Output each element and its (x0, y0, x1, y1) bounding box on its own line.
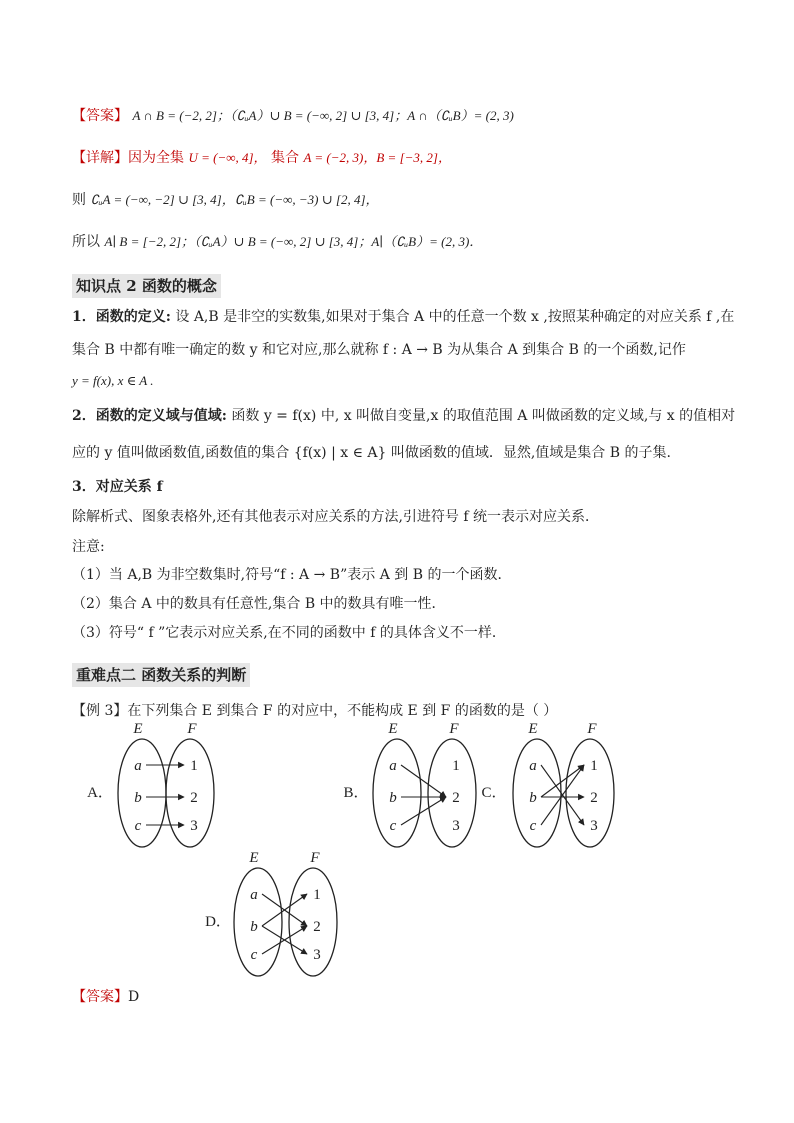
elem-f-3-0: 3 (190, 818, 198, 834)
elem-e-c-3: c (250, 947, 258, 963)
def1-line2: 集合 B 中都有唯一确定的数 y 和它对应,那么就称 f : A → B 为从集合 A 到集合 B 的一个函数,记作 (72, 342, 686, 358)
elem-e-b-3: b (250, 919, 258, 935)
section-heading-concept: 知识点 2 函数的概念 (72, 274, 221, 298)
def2-num: 2．函数的定义域与值域: (72, 408, 227, 424)
elem-e-c-0: c (134, 818, 142, 834)
set-e-label-2: E (528, 721, 538, 737)
answer2-value: D (128, 989, 140, 1005)
detail-mid: 集合 (271, 150, 299, 166)
elem-e-a-2: a (529, 758, 537, 774)
elem-f-1-3: 1 (313, 887, 321, 903)
answer2-line (72, 987, 139, 1007)
arrow-2-1 (541, 765, 584, 797)
elem-f-2-1: 2 (452, 790, 460, 806)
answer-math: A ∩ B = (−2, 2]；（∁ᵤA）∪ B = (−∞, 2] ∪ [3, 4]；A ∩（∁ᵤB）= (2, 3) (132, 108, 514, 123)
def3-text: 除解析式、图象表格外,还有其他表示对应关系的方法,引进符号 f 统一表示对应关系． (72, 509, 599, 525)
notes-title: 注意: (72, 539, 105, 555)
diagram-layer (87, 721, 614, 976)
def2-text1: 函数 y = f(x) 中, x 叫做自变量,x 的取值范围 A 叫做函数的定义域,与 x 的值相对 (231, 408, 736, 424)
set-e-oval-1 (373, 739, 421, 847)
elem-e-b-2: b (529, 790, 537, 806)
detail-lead: 因为全集 (128, 150, 184, 166)
set-f-label-0: F (187, 721, 197, 737)
elem-f-2-3: 2 (313, 919, 321, 935)
set-e-label-0: E (133, 721, 143, 737)
set-e-oval-2 (513, 739, 561, 847)
note-1: （1）当 A,B 为非空数集时,符号“f : A → B”表示 A 到 B 的一个函数． (72, 567, 512, 583)
answer2-tag: 【答案】 (72, 989, 128, 1005)
set-f-label-3: F (310, 850, 320, 866)
def1-line3: y = f(x), x ∈ A . (72, 373, 154, 388)
elem-e-b-1: b (389, 790, 397, 806)
elem-e-c-1: c (389, 818, 397, 834)
elem-e-a-1: a (389, 758, 397, 774)
elem-e-a-0: a (134, 758, 142, 774)
option-label-2: C． (481, 785, 507, 801)
detail-universal-set: U = (−∞, 4]， (188, 150, 267, 165)
detail-sets: A = (−2, 3)，B = [−3, 2]， (303, 150, 451, 165)
elem-f-1-0: 1 (190, 758, 198, 774)
detail-tag: 【详解】 (72, 150, 128, 166)
elem-f-1-2: 1 (590, 758, 598, 774)
elem-f-3-1: 3 (452, 818, 460, 834)
section-heading-judgement: 重难点二 函数关系的判断 (72, 663, 250, 687)
option-label-1: B． (343, 785, 369, 801)
note-2: （2）集合 A 中的数具有任意性,集合 B 中的数具有唯一性． (72, 596, 446, 612)
elem-f-3-2: 3 (590, 818, 598, 834)
elem-f-2-2: 2 (590, 790, 598, 806)
elem-e-a-3: a (250, 887, 258, 903)
answer-tag: 【答案】 (72, 108, 128, 124)
example-question: 【例 3】在下列集合 E 到集合 F 的对应中，不能构成 E 到 F 的函数的是（ ） (72, 703, 558, 719)
arrow-1-2 (401, 797, 446, 825)
def2-line2: 应的 y 值叫做函数值,函数值的集合 {f(x) | x ∈ A} 叫做函数的值域．显然,值域是集合 B 的子集. (72, 445, 671, 461)
therefore-math: A∣ B = [−2, 2]；（∁ᵤA）∪ B = (−∞, 2] ∪ [3, 4]；A∣（∁ᵤB）= (2, 3)． (104, 234, 483, 249)
def3-title: 3．对应关系 f (72, 479, 163, 495)
set-e-oval-3 (234, 868, 282, 976)
set-e-label-3: E (249, 850, 259, 866)
arrow-1-0 (401, 765, 446, 797)
elem-e-c-2: c (529, 818, 537, 834)
elem-f-2-0: 2 (190, 790, 198, 806)
note-3: （3）符号“ f ”它表示对应关系,在不同的函数中 f 的具体含义不一样． (72, 625, 506, 641)
then-label: 则 (72, 192, 86, 208)
option-label-0: A． (87, 785, 113, 801)
set-e-label-1: E (388, 721, 398, 737)
elem-e-b-0: b (134, 790, 142, 806)
then-math: ∁ᵤA = (−∞, −2] ∪ [3, 4]，∁ᵤB = (−∞, −3) ∪ [2, 4]， (90, 192, 379, 207)
def1-num: 1．函数的定义: (72, 309, 171, 325)
set-f-label-2: F (587, 721, 597, 737)
set-f-label-1: F (449, 721, 459, 737)
set-e-oval-0 (118, 739, 166, 847)
elem-f-3-3: 3 (313, 947, 321, 963)
elem-f-1-1: 1 (452, 758, 460, 774)
option-label-3: D． (205, 914, 231, 930)
therefore-label: 所以 (72, 234, 100, 250)
def1-text1: 设 A,B 是非空的实数集,如果对于集合 A 中的任意一个数 x ,按照某种确定的对应关系 f ,在 (175, 309, 735, 325)
